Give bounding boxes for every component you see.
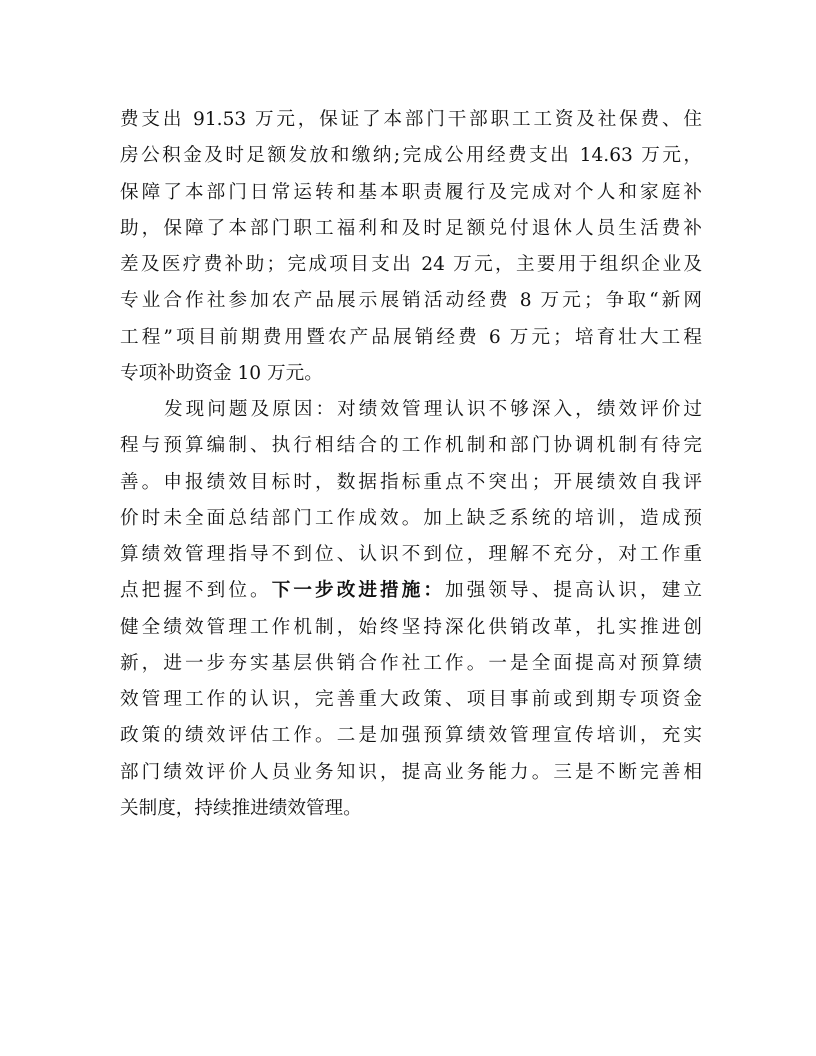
text-line: 发现问题及原因：对绩效管理认识不够深入，绩效评价过 — [164, 399, 702, 420]
text-line: 专业合作社参加农产品展示展销活动经费 8 万元；争取“新网 — [120, 290, 702, 312]
text-line: 保障了本部门日常运转和基本职责履行及完成对个人和家庭补 — [120, 181, 702, 203]
text-line: 费支出 91.53 万元，保证了本部门干部职工工资及社保费、住 — [120, 109, 702, 130]
text-line: 专项补助资金 10 万元。 — [120, 362, 323, 384]
text-line: 程与预算编制、执行相结合的工作机制和部门协调机制有待完 — [120, 435, 702, 457]
text-line: 关制度，持续推进绩效管理。 — [120, 797, 362, 819]
document-body — [120, 102, 702, 827]
paragraph-expenditure-summary — [120, 102, 702, 392]
text-line: 房公积金及时足额发放和缴纳;完成公用经费支出 14.63 万元， — [120, 145, 702, 167]
text-line: 价时未全面总结部门工作成效。加上缺乏系统的培训，造成预 — [120, 507, 702, 529]
text-line: 差及医疗费补助；完成项目支出 24 万元，主要用于组织企业及 — [120, 254, 702, 275]
text-line: 新，进一步夯实基层供销合作社工作。一是全面提高对预算绩 — [120, 652, 702, 674]
text-line: 工程”项目前期费用暨农产品展销经费 6 万元；培育壮大工程 — [120, 326, 702, 348]
next-steps-heading: 下一步改进措施： — [271, 580, 446, 602]
text-line: 效管理工作的认识，完善重大政策、项目事前或到期专项资金 — [120, 689, 702, 710]
text-line: 健全绩效管理工作机制，始终坚持深化供销改革，扎实推进创 — [120, 616, 702, 638]
paragraph-problems-and-measures — [120, 392, 702, 827]
text-line: 政策的绩效评估工作。二是加强预算绩效管理宣传培训，充实 — [120, 725, 702, 747]
text-segment: 加强领导、提高认识，建立 — [445, 580, 702, 602]
text-line: 善。申报绩效目标时，数据指标重点不突出；开展绩效自我评 — [120, 471, 702, 493]
text-line: 算绩效管理指导不到位、认识不到位，理解不充分，对工作重 — [120, 544, 702, 565]
text-line-with-heading — [120, 573, 702, 609]
text-segment: 点把握不到位。 — [120, 580, 272, 602]
text-line: 部门绩效评价人员业务知识，提高业务能力。三是不断完善相 — [120, 761, 702, 783]
text-line: 助，保障了本部门职工福利和及时足额兑付退休人员生活费补 — [120, 217, 702, 239]
